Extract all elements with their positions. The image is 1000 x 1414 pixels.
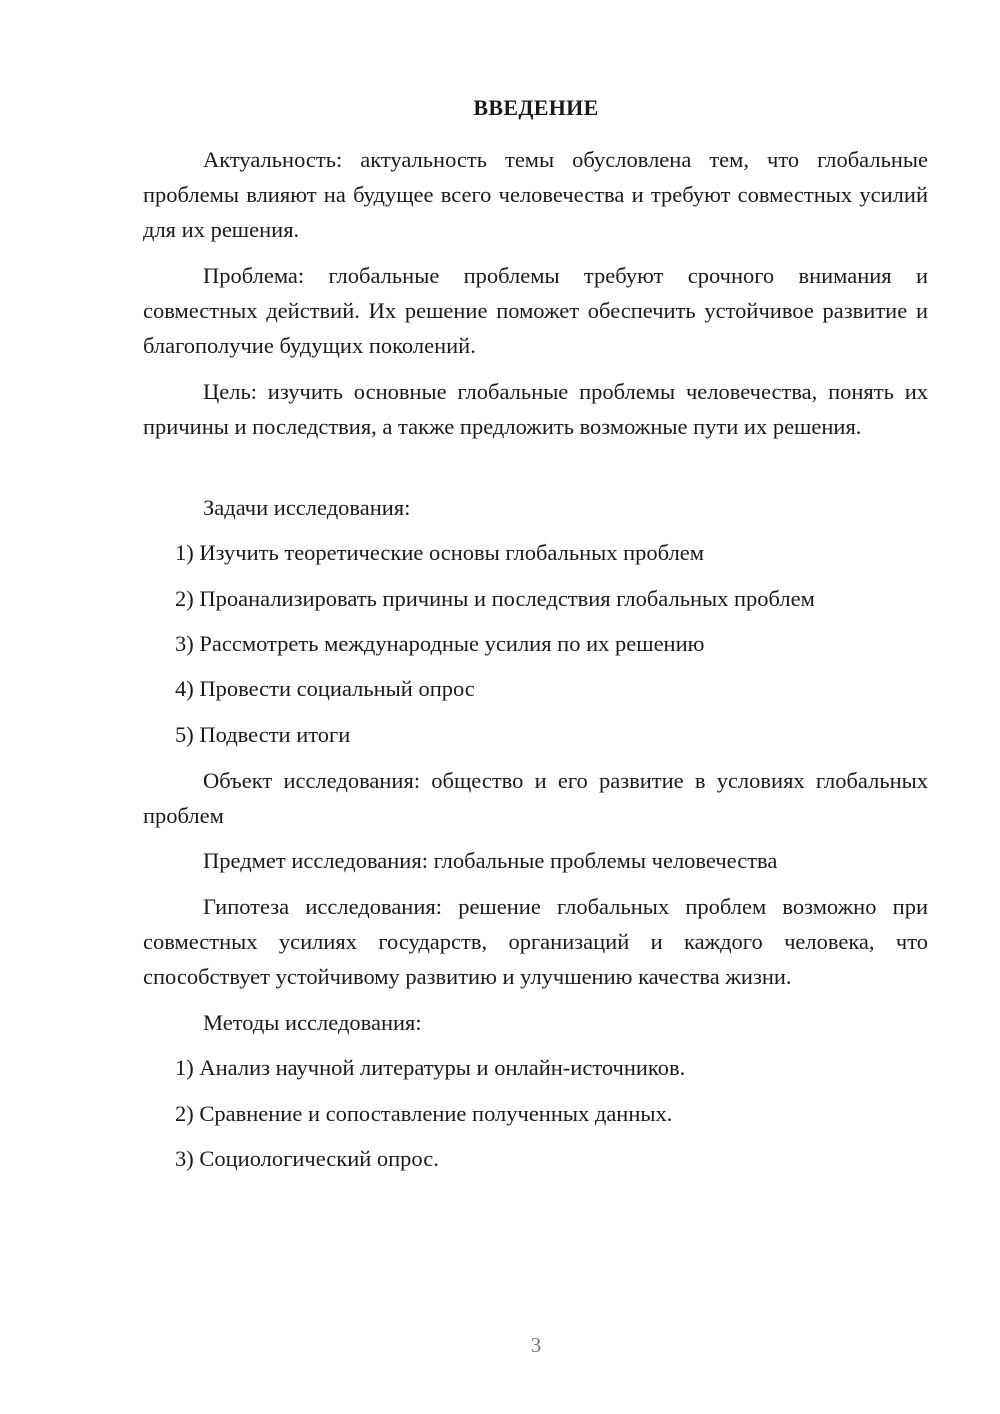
- tasks-list-item-block: [143, 626, 928, 661]
- list-item: 3) Социологический опрос.: [175, 1146, 439, 1171]
- list-item: 1) Изучить теоретические основы глобальных проблем: [175, 540, 705, 565]
- problem-paragraph: Проблема: глобальные проблемы требуют срочного внимания и совместных действий. Их решение поможет обеспечить устойчивое развитие и благополучие будущих поколений.: [143, 263, 928, 358]
- list-item: 2) Проанализировать причины и последствия глобальных проблем: [175, 586, 815, 611]
- goal-paragraph-block: [143, 374, 928, 444]
- page-title: ВВЕДЕНИЕ: [473, 95, 599, 120]
- tasks-list-item-block: [143, 581, 928, 616]
- tasks-list-item-block: [143, 671, 928, 706]
- goal-paragraph: Цель: изучить основные глобальные проблемы человечества, понять их причины и последствия, а также предложить возможные пути их решения.: [143, 379, 928, 439]
- relevance-paragraph: Актуальность: актуальность темы обусловлена тем, что глобальные проблемы влияют на будущее всего человечества и требуют совместных усилий для их решения.: [143, 147, 928, 242]
- list-item: 4) Провести социальный опрос: [175, 676, 475, 701]
- object-paragraph: Объект исследования: общество и его развитие в условиях глобальных проблем: [143, 768, 928, 828]
- object-paragraph-block: [143, 763, 928, 833]
- methods-list-item-block: [143, 1141, 928, 1176]
- list-item: 5) Подвести итоги: [175, 722, 351, 747]
- methods-heading: Методы исследования:: [203, 1010, 422, 1035]
- hypothesis-paragraph-block: [143, 889, 928, 994]
- problem-paragraph-block: [143, 258, 928, 363]
- relevance-paragraph-block: [143, 142, 928, 247]
- page-number: 3: [530, 1333, 542, 1357]
- list-item: 1) Анализ научной литературы и онлайн-источников.: [175, 1055, 686, 1080]
- methods-list-item-block: [143, 1050, 928, 1085]
- methods-list-item-block: [143, 1096, 928, 1131]
- tasks-list-item-block: [143, 717, 928, 752]
- tasks-heading: Задачи исследования:: [203, 495, 411, 520]
- subject-paragraph-block: [143, 843, 928, 878]
- tasks-list-item-block: [143, 535, 928, 570]
- list-item: 2) Сравнение и сопоставление полученных данных.: [175, 1101, 673, 1126]
- methods-heading-block: [143, 1005, 928, 1040]
- hypothesis-paragraph: Гипотеза исследования: решение глобальных проблем возможно при совместных усилиях государств, организаций и каждого человека, что способствует устойчивому развитию и улучшению качества жизни.: [143, 894, 928, 989]
- tasks-heading-block: [143, 490, 928, 525]
- list-item: 3) Рассмотреть международные усилия по их решению: [175, 631, 705, 656]
- subject-paragraph: Предмет исследования: глобальные проблемы человечества: [203, 848, 778, 873]
